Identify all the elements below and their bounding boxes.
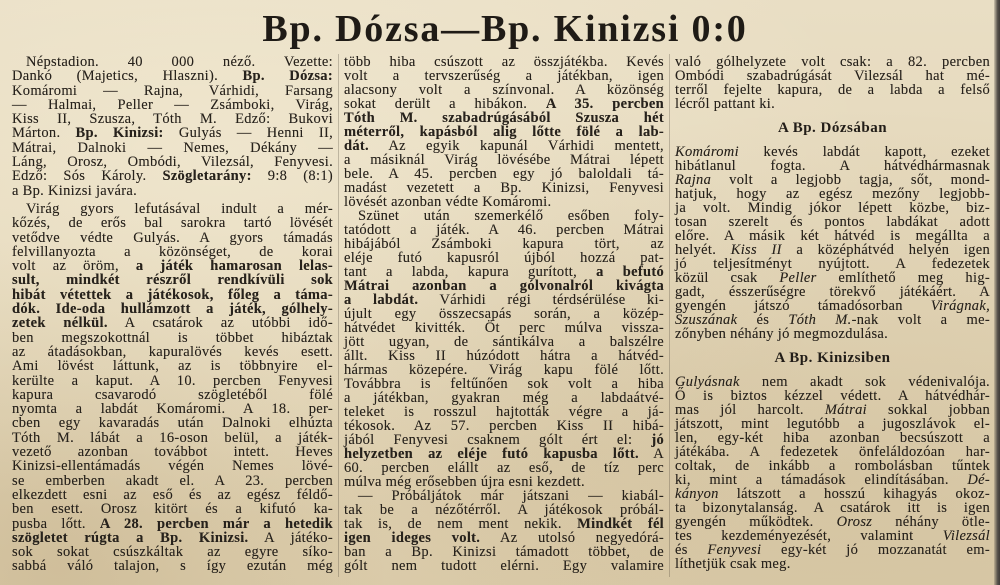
text-line xyxy=(344,475,664,489)
text-line xyxy=(675,375,990,389)
paragraph xyxy=(12,55,333,198)
text-line xyxy=(12,345,333,359)
text-run: -nak volt a me- xyxy=(851,312,990,328)
text-run: cben egy kavaradás után Dalnoki elhúzta xyxy=(12,415,333,432)
text-run: lécről pattant ki. xyxy=(675,96,776,112)
text-run: a másiknál Virág lövésébe Mátrai lépett xyxy=(344,152,664,168)
text-line xyxy=(12,488,333,502)
text-run: kerülte a kaput. A 10. percben Fenyvesi xyxy=(12,372,333,389)
text-run: gyengén játszó támadósorban xyxy=(675,298,931,314)
text-line xyxy=(675,529,990,543)
text-line xyxy=(12,202,333,216)
text-line xyxy=(12,359,333,373)
bold-text-run: szögletet rúgta a Bp. Kinizsi. xyxy=(12,529,249,546)
text-line xyxy=(344,349,664,363)
text-run: ben megszokottnál is többet hibáztak xyxy=(12,329,333,346)
text-line xyxy=(12,388,333,402)
text-run: állt. Kiss II húzódott hátra a hátvéd- xyxy=(344,348,664,364)
text-run: ta bizonytalanság. A csatárok itt is igen xyxy=(675,500,990,516)
italic-text-run: Rajna xyxy=(675,172,712,188)
text-run: zőnyben néhány jó megmozdulása. xyxy=(675,326,889,342)
text-line xyxy=(344,209,664,223)
text-line xyxy=(12,112,333,126)
text-run: volt a tervszerűség a játékban, igen xyxy=(344,68,664,84)
text-run: Az utolsó negyedórá- xyxy=(480,530,664,546)
text-line xyxy=(12,559,333,573)
text-line xyxy=(344,377,664,391)
text-line xyxy=(12,545,333,559)
paragraph xyxy=(675,145,990,341)
text-line xyxy=(12,55,333,69)
bold-text-run: Mindkét fél xyxy=(577,516,665,532)
text-run: Láng, Orosz, Ombódi, Vilezsál, Fenyvesi. xyxy=(12,154,333,171)
text-line xyxy=(675,271,990,285)
text-line xyxy=(344,419,664,433)
text-run: játszott, mint legutóbb a jugoszlávok el- xyxy=(675,416,990,432)
text-line xyxy=(675,299,990,313)
text-run: Kinizsi-ellentámadás végén Nemes lövé- xyxy=(12,458,333,475)
text-run: felvillanyozta a közönséget, de korai xyxy=(12,243,333,260)
italic-text-run: Fenyvesi xyxy=(707,542,762,558)
text-line xyxy=(12,288,333,302)
text-line xyxy=(12,184,333,198)
text-line xyxy=(12,302,333,316)
text-line xyxy=(344,279,664,293)
text-run: teleket is rosszul hajtották végre a já- xyxy=(344,404,664,420)
text-line xyxy=(675,243,990,257)
bold-text-run: Tóth M. szabadrúgásából Szusza hét xyxy=(344,110,664,126)
article-column-2 xyxy=(344,55,664,573)
text-line xyxy=(675,473,990,487)
text-line xyxy=(675,83,990,97)
text-run: Továbbra is feltűnően sok volt a hiba xyxy=(344,376,664,392)
text-run: játékába. A fedezetek önfeláldozóan har- xyxy=(675,444,990,460)
text-line xyxy=(344,335,664,349)
text-line xyxy=(12,431,333,445)
text-run: tant a labda, kapura gurított, xyxy=(344,264,597,280)
text-run: alacsony volt a színvonal. A közönség xyxy=(344,82,664,98)
text-line xyxy=(344,83,664,97)
column-rule xyxy=(669,54,670,577)
bold-text-run: Szögletarány: xyxy=(162,168,252,185)
text-run: előre. A másik két hátvéd is megállta a xyxy=(675,228,990,244)
text-line xyxy=(675,389,990,403)
text-run: helyét. xyxy=(675,242,731,258)
text-run: — Halmai, Peller — Zsámboki, Virág, xyxy=(12,96,333,113)
text-run: Kiss II, Szusza, Tóth M. Edző: Bukovi xyxy=(12,111,333,128)
paragraph xyxy=(344,489,664,573)
bold-text-run: jó xyxy=(651,432,664,448)
text-line xyxy=(344,223,664,237)
text-run: gólt nem tudott elérni. Egy valamire xyxy=(344,558,664,574)
text-run: madást vezetett a Bp. Kinizsi, Fenyvesi xyxy=(344,180,664,196)
text-line xyxy=(344,69,664,83)
text-run: Ombódi szabadrúgását Vilezsál hat mé- xyxy=(675,68,990,84)
text-line xyxy=(344,559,664,573)
text-line xyxy=(675,417,990,431)
bold-text-run: dát. xyxy=(344,138,369,154)
text-run: ban a Bp. Kinizsi támadott többet, de xyxy=(344,544,664,560)
paragraph xyxy=(12,202,333,574)
section-heading: A Bp. Dózsában xyxy=(777,120,888,136)
text-run: volt az öröm, xyxy=(12,258,136,275)
text-run: sokkal jobban xyxy=(866,402,990,418)
bold-text-run: a befutó xyxy=(596,264,664,280)
text-line xyxy=(344,153,664,167)
text-line xyxy=(675,201,990,215)
text-run: ja volt. Mindig jókor lépett közbe, biz- xyxy=(675,200,990,216)
text-run: említhető meg hig- xyxy=(816,270,990,286)
italic-text-run: Gulyásnak xyxy=(675,374,740,390)
bold-text-run: igen ideges volt. xyxy=(344,530,481,546)
text-line xyxy=(12,316,333,330)
text-run: Mátrai, Dalnoki — Nemes, Dékány — xyxy=(12,139,333,156)
text-run: sok sokat csúszkáltak az egyre síko- xyxy=(12,544,333,561)
text-run: gadt, ésszerűségre törekvő játékáért. A xyxy=(675,284,990,300)
text-run: jött ugyan, de sántikálva a balszélre xyxy=(344,334,664,350)
bold-text-run: A 28. percben már a hetedik xyxy=(99,515,333,532)
text-run: 60. percben elállt az eső, de tíz perc xyxy=(344,460,664,476)
italic-text-run: Mátrai xyxy=(824,402,867,418)
text-line xyxy=(344,125,664,139)
italic-text-run: Peller xyxy=(779,270,817,286)
text-run: gyengén működtek. xyxy=(675,514,837,530)
text-line xyxy=(675,501,990,515)
text-line xyxy=(675,403,990,417)
text-run: a játékban, gyakran még a labdaátvé- xyxy=(344,390,664,406)
text-run: kevés labdát kapott, ezeket xyxy=(738,144,990,160)
section-heading: A Bp. Kinizsiben xyxy=(774,350,891,366)
text-line xyxy=(675,97,990,111)
text-run: Várhidi régi térdsérülése ki- xyxy=(418,292,664,308)
text-run: újult egy összecsapás során, a közép- xyxy=(344,306,664,322)
text-run: hibátlanul fogta. A hátvédhármasnak xyxy=(675,158,990,174)
text-run: tékosok. Az 57. percben Kiss II hibá- xyxy=(344,418,664,434)
article-column-3 xyxy=(675,55,990,571)
text-run: az átadásokban, kapuralövés kevés esett. xyxy=(12,343,333,360)
paragraph xyxy=(344,55,664,209)
text-line xyxy=(344,55,664,69)
text-run: volt a legjobb tagja, sőt, mond- xyxy=(711,172,990,188)
text-line xyxy=(12,259,333,273)
text-run: közül csak xyxy=(675,270,780,286)
text-line xyxy=(12,98,333,112)
text-line xyxy=(344,139,664,153)
text-run: pusba lőtt. xyxy=(12,515,100,532)
text-line xyxy=(12,126,333,140)
bold-text-run: A 35. percben xyxy=(545,96,665,112)
text-run: a középhátvéd helyén igen xyxy=(781,242,990,258)
bold-text-run: sult, mindkét részről rendkívüli sok xyxy=(12,272,333,289)
text-run: hatjuk, hogy az egész mezőny legjobb- xyxy=(675,186,990,202)
text-run: látszott a hosszú kihagyás okoz- xyxy=(718,486,990,502)
text-line xyxy=(675,459,990,473)
text-line xyxy=(344,545,664,559)
text-run: Márton. xyxy=(12,125,76,142)
paragraph xyxy=(344,209,664,489)
text-run: se emberben akadt el. A 23. percben xyxy=(12,472,333,489)
text-line xyxy=(675,229,990,243)
text-line xyxy=(675,557,990,571)
text-run: eléje futó kapusról újból hozzá pat- xyxy=(344,250,664,266)
text-run: líthetjük csak meg. xyxy=(675,556,791,572)
text-run: néhány ötle- xyxy=(872,514,991,530)
text-run: való gólhelyzete volt csak: a 82. percben xyxy=(675,54,990,70)
italic-text-run: Tóth M. xyxy=(788,312,852,328)
text-line xyxy=(675,55,990,69)
text-run: coltak, de inkább a rombolásban tűntek xyxy=(675,458,990,474)
text-run: hátvédet kivitték. Öt perc múlva vissza- xyxy=(344,320,664,336)
text-run: hármas közepére. Virág kapu fölé lőtt. xyxy=(344,362,664,378)
scan-edge xyxy=(994,0,1000,585)
text-run: vetődve védte Gulyás. A gyors támadás xyxy=(12,229,333,246)
text-run: A xyxy=(638,446,664,462)
text-line xyxy=(12,445,333,459)
text-run: tosan szerelt és pontos labdákat adott xyxy=(675,214,990,230)
text-line xyxy=(675,313,990,327)
italic-text-run: Vilezsál xyxy=(942,528,990,544)
text-run: vezető azonban továbbot intett. Heves xyxy=(12,444,333,461)
bold-text-run: dók. Ide-oda hullámzott a játék, gólhely- xyxy=(12,301,333,318)
text-run: Ő is biztos kézzel védett. A hátvédhár- xyxy=(675,388,990,404)
text-line xyxy=(344,167,664,181)
text-line xyxy=(675,285,990,299)
column-rule xyxy=(338,54,339,577)
text-line xyxy=(344,405,664,419)
text-line xyxy=(12,155,333,169)
text-line xyxy=(12,531,333,545)
text-run: Virág gyors lefutásával indult a mér- xyxy=(26,200,333,217)
text-run: Az egyik kapunál Várhidi mentett, xyxy=(368,138,664,154)
text-run: kőzés, de erős bal sarokra tartó lövését xyxy=(12,215,333,232)
text-line xyxy=(675,543,990,557)
text-run: elkezdett esni az eső és az egész féldő- xyxy=(12,486,333,503)
bold-text-run: méterről, kapásból alig lőtte fölé a lab- xyxy=(344,124,664,140)
text-run: len, egy-két hiba azonban becsúszott a xyxy=(675,430,990,446)
text-line xyxy=(344,433,664,447)
text-run: és xyxy=(675,542,708,558)
text-line xyxy=(344,237,664,251)
text-line xyxy=(675,215,990,229)
text-line xyxy=(344,391,664,405)
bold-text-run: a labdát. xyxy=(344,292,419,308)
text-run: jó teljesítményt nyújtott. A fedezetek xyxy=(675,256,990,272)
text-line xyxy=(675,159,990,173)
text-line xyxy=(675,515,990,529)
text-line xyxy=(12,374,333,388)
text-run: Dankó (Majetics, Hlaszni). xyxy=(12,68,243,85)
headline: Bp. Dózsa—Bp. Kinizsi 0:0 xyxy=(262,8,748,50)
text-line xyxy=(344,111,664,125)
text-run: terről fejelte kapura, de a labda a felső xyxy=(675,82,990,98)
italic-text-run: kányon xyxy=(675,486,719,502)
text-line xyxy=(12,459,333,473)
text-run: 9:8 (8:1) xyxy=(251,168,333,185)
text-run: Komáromi — Rajna, Várhidi, Farsang xyxy=(12,82,333,99)
text-run: tatódott a játék. A 46. percben Mátrai xyxy=(344,222,664,238)
text-line xyxy=(12,169,333,183)
text-line xyxy=(12,416,333,430)
text-line xyxy=(12,231,333,245)
text-run: a Bp. Kinizsi javára. xyxy=(12,182,138,199)
article-column-1 xyxy=(12,55,333,574)
text-run: hibájából Zsámboki kapura tört, az xyxy=(344,236,664,252)
bold-text-run: Mátrai azonban a gólvonalról kivágta xyxy=(344,278,664,294)
text-run: sokat derült a hibákon. xyxy=(344,96,546,112)
paragraph xyxy=(675,55,990,111)
text-line xyxy=(12,245,333,259)
text-run: Ami lövést láttunk, az is többnyire el- xyxy=(12,358,333,375)
text-line xyxy=(12,331,333,345)
italic-text-run: Dé- xyxy=(967,472,990,488)
text-line xyxy=(12,517,333,531)
text-line xyxy=(344,251,664,265)
text-line xyxy=(675,487,990,501)
italic-text-run: Szuszának xyxy=(675,312,738,328)
text-line xyxy=(675,327,990,341)
italic-text-run: Virágnak, xyxy=(930,298,990,314)
text-line xyxy=(675,69,990,83)
text-line xyxy=(12,69,333,83)
bold-text-run: a játék hamarosan lelas- xyxy=(135,258,333,275)
text-line xyxy=(344,489,664,503)
text-run: tak is, de nem ment nekik. xyxy=(344,516,578,532)
text-run: több hiba csúszott az összjátékba. Kevés xyxy=(344,54,664,70)
text-line xyxy=(344,321,664,335)
bold-text-run: hibát vétettek a játékosok, főleg a táma- xyxy=(12,286,333,303)
text-line xyxy=(12,84,333,98)
text-line xyxy=(344,461,664,475)
text-run: Edző: Sós Károly. xyxy=(12,168,163,185)
text-line xyxy=(675,445,990,459)
text-run: A csatárok az utóbbi idő- xyxy=(107,315,333,332)
text-run: Tóth M. lábát a 16-oson belül, a játék- xyxy=(12,429,333,446)
text-line xyxy=(344,531,664,545)
text-line xyxy=(344,181,664,195)
text-line xyxy=(12,216,333,230)
text-run: tes kezdeményezését, valamint xyxy=(675,528,943,544)
text-run: ben esett. Orosz kitört és a kifutó ka- xyxy=(12,501,333,518)
text-line xyxy=(12,474,333,488)
text-run: A játéko- xyxy=(248,529,333,546)
text-line xyxy=(344,293,664,307)
text-run: lövését azonban védte Komáromi. xyxy=(344,194,552,210)
text-run: mas jól harcolt. xyxy=(675,402,825,418)
text-line xyxy=(675,187,990,201)
text-line xyxy=(675,173,990,187)
text-line xyxy=(344,195,664,209)
text-line xyxy=(675,257,990,271)
text-line xyxy=(344,307,664,321)
text-run: jából Fenyvesi csaknem gólt ért el: xyxy=(344,432,652,448)
text-run: múlva még erősebben újra esni kezdett. xyxy=(344,474,585,490)
text-line xyxy=(675,145,990,159)
text-run: bele. A 45. percben egy jó baloldali tá- xyxy=(344,166,664,182)
text-line xyxy=(675,431,990,445)
text-run: tak be a nézőtérről. A játékosok próbál- xyxy=(344,502,664,518)
text-run: egy-két jó mozzanatát em- xyxy=(761,542,990,558)
text-run: — Próbáljátok már játszani — kiabál- xyxy=(358,488,664,504)
text-run: Szünet után szemerkélő esőben foly- xyxy=(358,208,664,224)
text-run: Gulyás — Henni II, xyxy=(163,125,334,142)
text-line xyxy=(12,141,333,155)
bold-text-run: helyzetben az eléje futó kapusba lőtt. xyxy=(344,446,639,462)
text-line xyxy=(344,503,664,517)
text-line xyxy=(344,265,664,279)
text-run: ki, mint a támadások elindításában. xyxy=(675,472,968,488)
bold-text-run: Bp. Dózsa: xyxy=(242,68,333,85)
bold-text-run: Bp. Kinizsi: xyxy=(75,125,164,142)
text-line xyxy=(12,502,333,516)
paragraph xyxy=(675,375,990,571)
text-run: nyomta a labdát Komáromi. A 18. per- xyxy=(12,401,333,418)
italic-text-run: Komáromi xyxy=(675,144,739,160)
text-run: kapura csavarodó szögletéből fölé xyxy=(12,386,333,403)
text-run: nem akadt sok védenivalója. xyxy=(739,374,990,390)
text-line xyxy=(12,402,333,416)
text-line xyxy=(344,447,664,461)
bold-text-run: zetek nélkül. xyxy=(12,315,108,332)
text-run: Népstadion. 40 000 néző. Vezette: xyxy=(26,54,333,70)
text-line xyxy=(344,97,664,111)
italic-text-run: Orosz xyxy=(836,514,873,530)
italic-text-run: Kiss II xyxy=(730,242,782,258)
text-run: és xyxy=(737,312,789,328)
text-line xyxy=(12,273,333,287)
text-line xyxy=(344,363,664,377)
text-line xyxy=(344,517,664,531)
text-run: sabbá váló talajon, s így ezután még xyxy=(12,558,333,575)
